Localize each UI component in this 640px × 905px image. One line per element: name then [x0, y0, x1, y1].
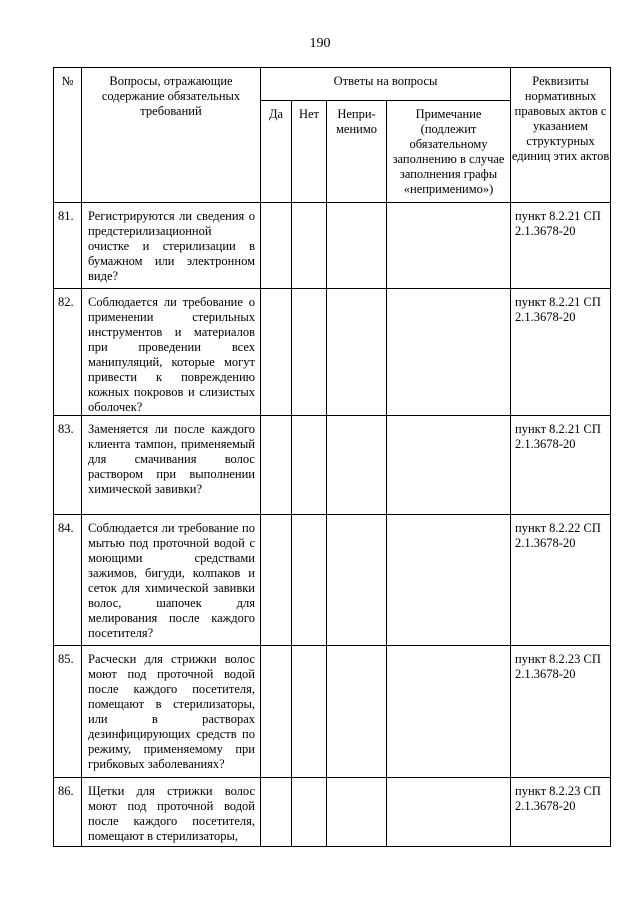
row-question: Соблюдается ли требование о применении стерильных инструментов и материалов при проведении всех манипуляций, которые могут привести к повреждению кожных покровов и слизистых оболочек?: [82, 289, 261, 416]
row-ref: пункт 8.2.23 СП 2.1.3678-20: [511, 646, 611, 778]
row-number: 85.: [54, 646, 82, 778]
row-question: Регистрируются ли сведения о предстерилизационной очистке и стерилизации в бумажном или электронном виде?: [82, 203, 261, 289]
row-ref: пункт 8.2.21 СП 2.1.3678-20: [511, 203, 611, 289]
answer-na-cell[interactable]: [327, 416, 387, 515]
answer-yes-cell[interactable]: [261, 646, 292, 778]
header-num: №: [54, 68, 82, 203]
table-row: [54, 778, 611, 847]
row-ref: пункт 8.2.21 СП 2.1.3678-20: [511, 289, 611, 416]
header-question: Вопросы, отражающие содержание обязательных требований: [82, 68, 261, 203]
answer-na-cell[interactable]: [327, 203, 387, 289]
row-question: Заменяется ли после каждого клиента тампон, применяемый для смачивания волос раствором при выполнении химической завивки?: [82, 416, 261, 515]
answer-no-cell[interactable]: [292, 646, 327, 778]
row-number: 82.: [54, 289, 82, 416]
table-row: [54, 646, 611, 778]
note-cell[interactable]: [387, 203, 511, 289]
note-cell[interactable]: [387, 416, 511, 515]
note-cell[interactable]: [387, 646, 511, 778]
header-no: Нет: [292, 101, 327, 203]
header-answers: Ответы на вопросы: [261, 68, 511, 101]
answer-no-cell[interactable]: [292, 778, 327, 847]
header-refs: Реквизиты нормативных правовых актов с указанием структурных единиц этих актов: [511, 68, 611, 203]
page-number: 190: [309, 36, 331, 51]
answer-na-cell[interactable]: [327, 646, 387, 778]
row-number: 83.: [54, 416, 82, 515]
answer-no-cell[interactable]: [292, 289, 327, 416]
note-cell[interactable]: [387, 778, 511, 847]
answer-yes-cell[interactable]: [261, 289, 292, 416]
table-row: [54, 515, 611, 646]
table-row: [54, 203, 611, 289]
table-row: [54, 416, 611, 515]
row-number: 84.: [54, 515, 82, 646]
row-question: Соблюдается ли требование по мытью под проточной водой с моющими средствами зажимов, бигуди, колпаков и сеток для химической завивки волос, шапочек для мелирования после каждого посетителя?: [82, 515, 261, 646]
header-yes: Да: [261, 101, 292, 203]
answer-no-cell[interactable]: [292, 203, 327, 289]
row-ref: пункт 8.2.22 СП 2.1.3678-20: [511, 515, 611, 646]
answer-na-cell[interactable]: [327, 778, 387, 847]
table-row: [54, 289, 611, 416]
note-cell[interactable]: [387, 515, 511, 646]
answer-yes-cell[interactable]: [261, 778, 292, 847]
answer-no-cell[interactable]: [292, 416, 327, 515]
answer-yes-cell[interactable]: [261, 515, 292, 646]
answer-na-cell[interactable]: [327, 289, 387, 416]
row-question: Расчески для стрижки волос моют под проточной водой после каждого посетителя, помещают в стерилизаторы, или в растворах дезинфицирующих средств по режиму, применяемому при грибковых заболеваниях?: [82, 646, 261, 778]
row-ref: пункт 8.2.21 СП 2.1.3678-20: [511, 416, 611, 515]
header-row-top: [54, 68, 611, 101]
row-question: Щетки для стрижки волос моют под проточной водой после каждого посетителя, помещают в стерилизаторы,: [82, 778, 261, 847]
checklist-table: [53, 67, 611, 847]
answer-yes-cell[interactable]: [261, 203, 292, 289]
row-number: 81.: [54, 203, 82, 289]
answer-na-cell[interactable]: [327, 515, 387, 646]
answer-no-cell[interactable]: [292, 515, 327, 646]
answer-yes-cell[interactable]: [261, 416, 292, 515]
note-cell[interactable]: [387, 289, 511, 416]
header-note: Примечание (подлежит обязательному заполнению в случае заполнения графы «неприменимо»): [387, 101, 511, 203]
row-number: 86.: [54, 778, 82, 847]
row-ref: пункт 8.2.23 СП 2.1.3678-20: [511, 778, 611, 847]
header-na: Непри-менимо: [327, 101, 387, 203]
